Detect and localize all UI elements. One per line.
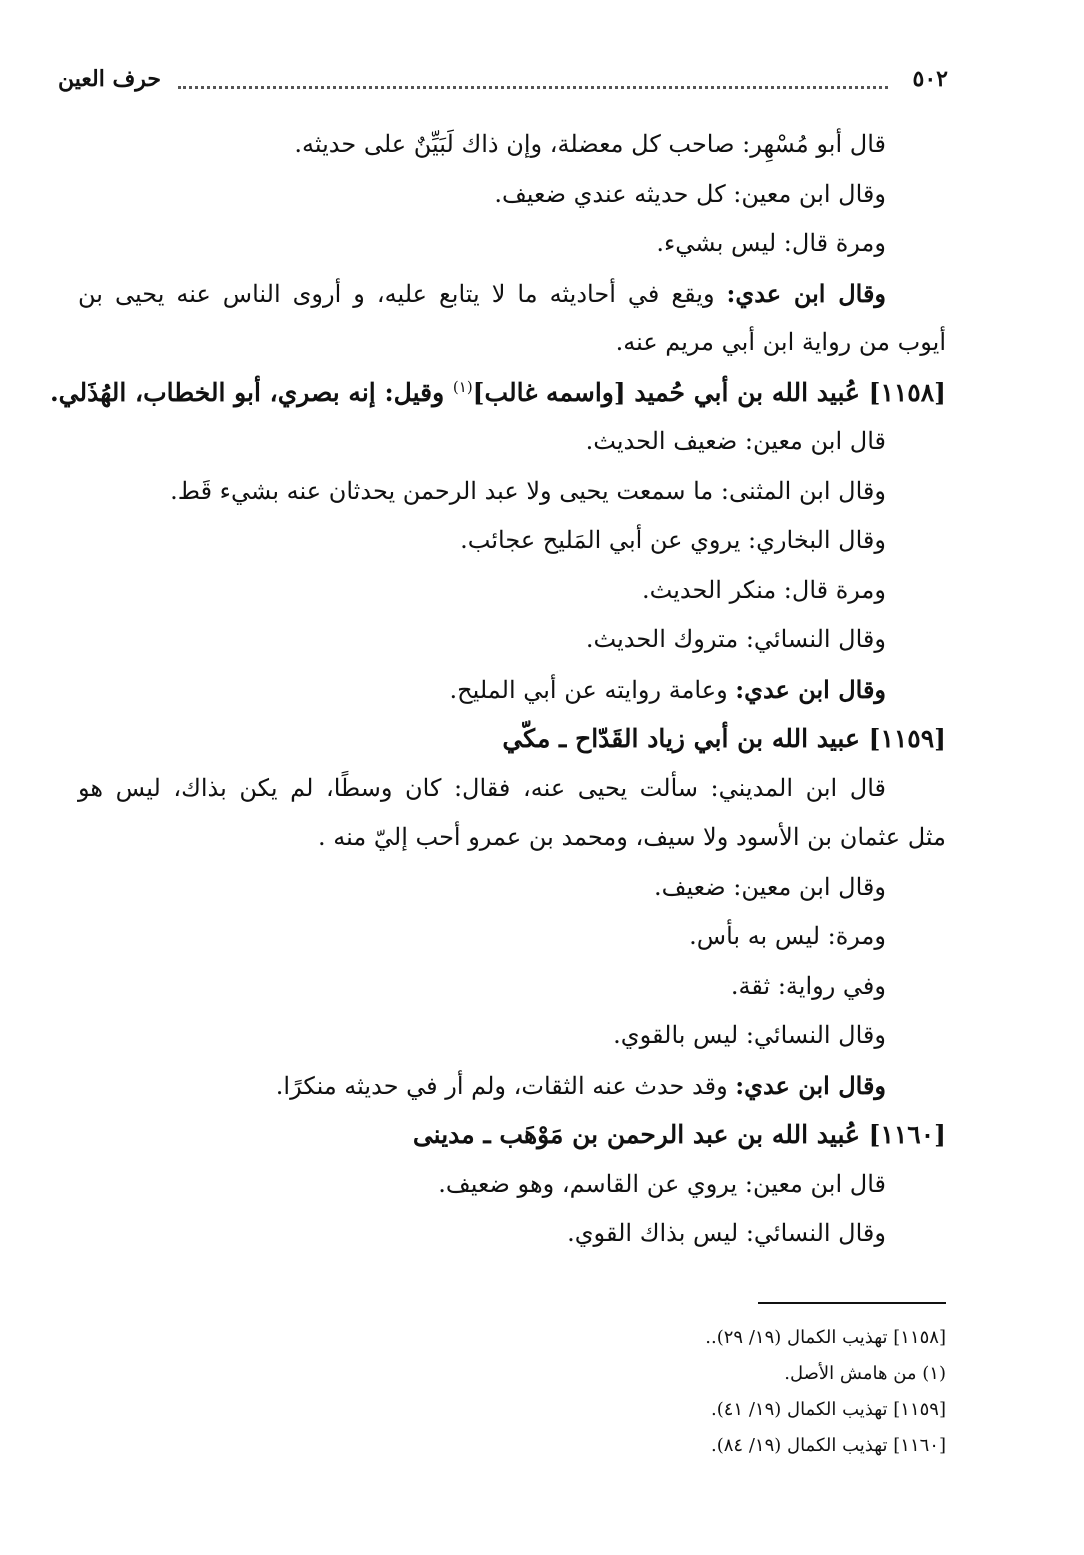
text-line: ومرة قال: ليس بشيء.: [656, 229, 886, 257]
text-line: وقال ابن المثنى: ما سمعت يحيى ولا عبد الرحمن يحدثان عنه بشيء قَط.: [170, 476, 886, 505]
text-line: وقال ابن عدي: ويقع في أحاديثه ما لا يتابع عليه، و أروى الناس عنه يحيى بن: [78, 278, 887, 308]
footnotes: [346, 1320, 946, 1464]
text-line: وقال النسائي: ليس بذاك القوي.: [567, 1219, 886, 1247]
text-line: ومرة: ليس به بأس.: [689, 922, 886, 950]
header-dotted-rule: [178, 86, 888, 89]
footnote: [١١٥٩] تهذيب الكمال (١٩/ ٤١).: [711, 1399, 946, 1420]
text-line: قال أبو مُسْهِر: صاحب كل معضلة، وإن ذاك لَبَيِّنٌ على حديثه.: [294, 130, 886, 158]
footnote-marker: (١): [452, 377, 473, 396]
body-text: [49, 120, 946, 1259]
footnote: (١) من هامش الأصل.: [784, 1363, 946, 1384]
entry-heading-1158: [١١٥٨] عُبيد الله بن أبي حُميد [واسمه غالب]$^{(١)}$ وقيل: إنه بصري، أبو الخطاب، الهُذَلي.: [49, 377, 946, 407]
footnote: [١١٦٠] تهذيب الكمال (١٩/ ٨٤).: [711, 1435, 946, 1456]
text-line: قال ابن المديني: سألت يحيى عنه، فقال: كان وسطًا، لم يكن بذاك، ليس هو: [78, 773, 886, 802]
text-line: قال ابن معين: ضعيف الحديث.: [585, 427, 886, 455]
running-title: حرف العين: [58, 66, 162, 92]
speaker-label: وقال ابن عدي:: [735, 674, 886, 704]
text-line: وقال ابن معين: كل حديثه عندي ضعيف.: [494, 179, 886, 208]
text-line: ومرة قال: منكر الحديث.: [642, 575, 886, 604]
text-line: وقال النسائي: ليس بالقوي.: [613, 1021, 886, 1049]
text-line: وقال ابن معين: ضعيف.: [653, 872, 886, 901]
footnote-separator: [758, 1302, 946, 1304]
footnote: [١١٥٨] تهذيب الكمال (١٩/ ٢٩)..: [705, 1327, 946, 1348]
speaker-label: وقال ابن عدي:: [735, 1070, 886, 1100]
entry-heading-1159: [١١٥٩] عبيد الله بن أبي زياد القَدّاح ـ مكّي: [502, 724, 946, 753]
speaker-label: وقال ابن عدي:: [726, 278, 887, 308]
text-line: مثل عثمان بن الأسود ولا سيف، ومحمد بن عمرو أحب إليّ منه .: [318, 823, 946, 851]
page-header: [58, 66, 948, 102]
text-line: وقال ابن عدي: وعامة روايته عن أبي المليح.: [449, 674, 886, 704]
text-line: وقال ابن عدي: وقد حدث عنه الثقات، ولم أر في حديثه منكرًا.: [275, 1070, 886, 1100]
text-line: قال ابن معين: يروي عن القاسم، وهو ضعيف.: [438, 1169, 886, 1198]
page-number: ٥٠٢: [912, 66, 948, 92]
text-line: وقال البخاري: يروي عن أبي المَليح عجائب.: [460, 526, 886, 554]
text-line: أيوب من رواية ابن أبي مريم عنه.: [615, 328, 946, 356]
text-line: وقال النسائي: متروك الحديث.: [585, 625, 886, 653]
entry-heading-1160: [١١٦٠] عُبيد الله بن عبد الرحمن بن مَوْهَب ـ مدينى: [412, 1120, 946, 1149]
text-line: وفي رواية: ثقة.: [730, 971, 886, 1000]
